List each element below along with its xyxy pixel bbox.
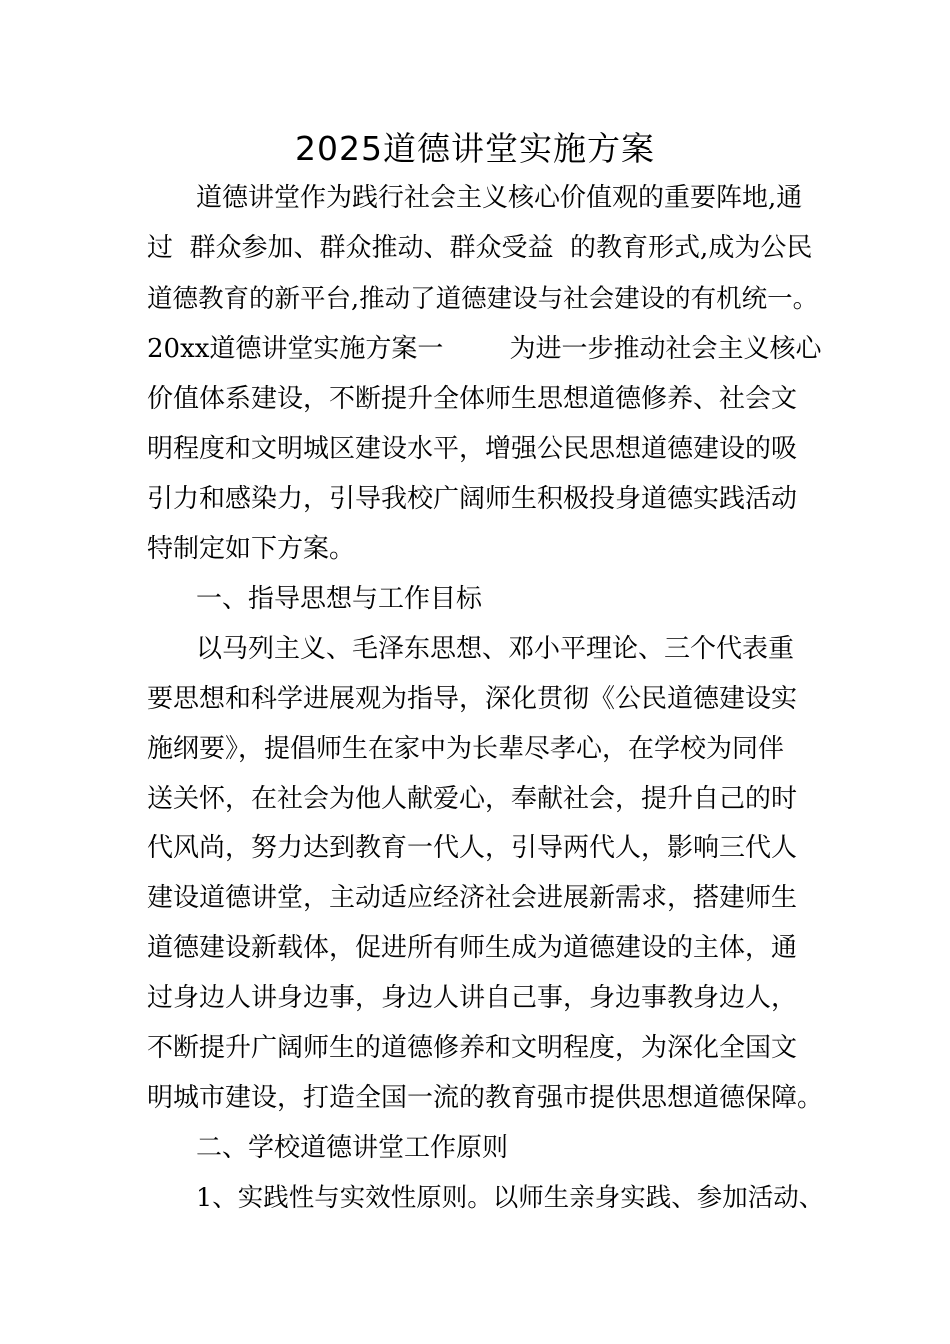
section-heading: 二、学校道德讲堂工作原则 bbox=[196, 1133, 509, 1163]
paragraph-line: 价值体系建设，不断提升全体师生思想道德修养、社会文 bbox=[147, 384, 798, 414]
section-heading: 一、指导思想与工作目标 bbox=[196, 584, 483, 614]
paragraph-line: 明城市建设，打造全国一流的教育强市提供思想道德保障。 bbox=[147, 1083, 824, 1113]
paragraph-line: 以马列主义、毛泽东思想、邓小平理论、三个代表重 bbox=[196, 634, 795, 664]
paragraph-line: 要思想和科学进展观为指导，深化贯彻《公民道德建设实 bbox=[147, 684, 798, 714]
paragraph-line: 道德教育的新平台,推动了道德建设与社会建设的有机统一。 bbox=[147, 284, 819, 314]
document-title: 2025道德讲堂实施方案 bbox=[295, 129, 655, 168]
paragraph-line: 过身边人讲身边事，身边人讲自己事，身边事教身边人， bbox=[147, 983, 798, 1013]
paragraph-line: 过 群众参加、群众推动、群众受益 的教育形式,成为公民 bbox=[147, 233, 813, 263]
paragraph-line: 1、实践性与实效性原则。以师生亲身实践、参加活动、 bbox=[196, 1183, 825, 1213]
paragraph-line: 施纲要》，提倡师生在家中为长辈尽孝心，在学校为同伴 bbox=[147, 734, 785, 764]
paragraph-line: 明程度和文明城区建设水平，增强公民思想道德建设的吸 bbox=[147, 434, 798, 464]
paragraph-line: 建设道德讲堂，主动适应经济社会进展新需求，搭建师生 bbox=[147, 883, 798, 913]
paragraph-line: 道德讲堂作为践行社会主义核心价值观的重要阵地,通 bbox=[196, 183, 803, 213]
paragraph-line: 不断提升广阔师生的道德修养和文明程度，为深化全国文 bbox=[147, 1033, 798, 1063]
paragraph-line: 代风尚，努力达到教育一代人，引导两代人，影响三代人 bbox=[147, 833, 798, 863]
paragraph-line: 送关怀，在社会为他人献爱心，奉献社会，提升自己的时 bbox=[147, 784, 798, 814]
paragraph-line: 道德建设新载体，促进所有师生成为道德建设的主体，通 bbox=[147, 933, 798, 963]
paragraph-line: 引力和感染力，引导我校广阔师生积极投身道德实践活动 bbox=[147, 484, 798, 514]
paragraph-line: 20xx道德讲堂实施方案一 为进一步推动社会主义核心 bbox=[147, 334, 822, 364]
paragraph-line: 特制定如下方案。 bbox=[147, 534, 356, 564]
